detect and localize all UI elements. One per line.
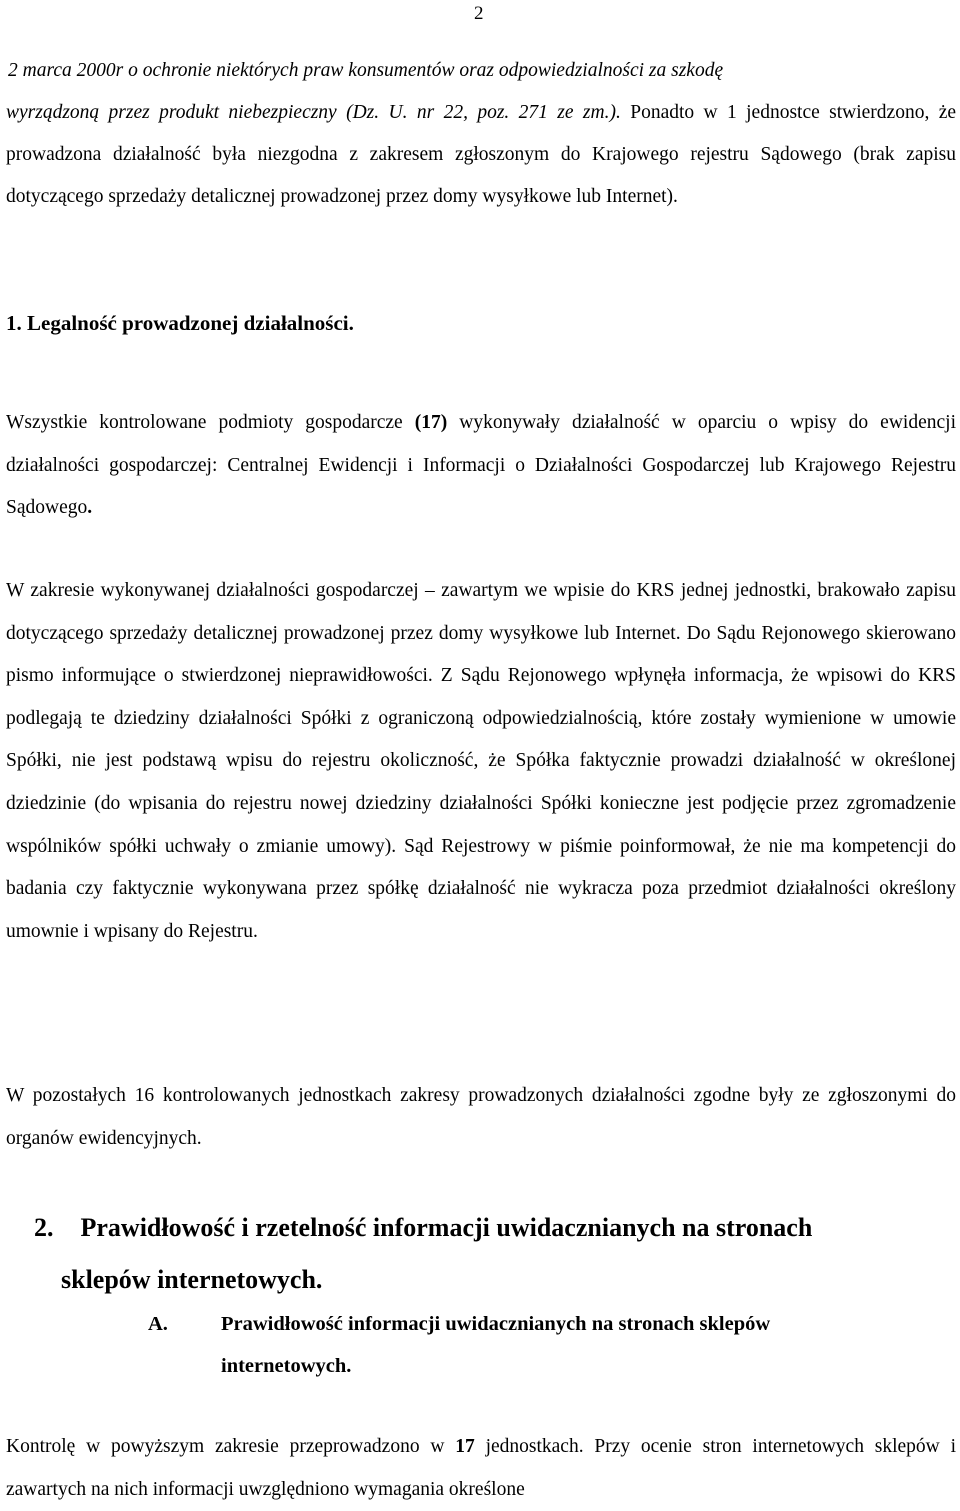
paragraph-4	[6, 1426, 956, 1511]
intro-line-2: wyrządzoną przez produkt niebezpieczny (Dz. U. nr 22, poz. 271 ze zm.).	[6, 102, 621, 123]
section-2-title-line-2: sklepów internetowych.	[61, 1265, 323, 1294]
subsection-a-title-line-2: internetowych.	[221, 1355, 352, 1377]
paragraph-1-count: (17)	[414, 412, 448, 433]
paragraph-3: W pozostałych 16 kontrolowanych jednostkach zakresy prowadzonych działalności zgodne były ze zgłoszonymi do organów ewidencyjnych.	[6, 1085, 956, 1149]
paragraph-2: W zakresie wykonywanej działalności gospodarczej – zawartym we wpisie do KRS jednej jednostki, brakowało zapisu dotyczącego sprzedaży detalicznej prowadzonej przez domy wysyłkowe lub Internet. Do Sądu Rejonowego skierowano pismo informujące o stwierdzonej nieprawidłowości. Z Sądu Rejonowego wpłynęła informacja, że wpisowi do KRS podlegają te dziedziny działalności Spółki z ograniczoną odpowiedzialnością, które zostały wymienione w umowie Spółki, nie jest podstawą wpisu do rejestru okoliczność, że Spółka faktycznie prowadzi działalność w określonej dziedzinie (do wpisania do rejestru nowej dziedziny działalności Spółki konieczne jest podjęcie przez zgromadzenie wspólników spółki uchwały o zmianie umowy). Sąd Rejestrowy w piśmie poinformował, że nie ma kompetencji do badania czy faktycznie wykonywana przez spółkę działalność nie wykracza poza przedmiot działalności określony umownie i wpisany do Rejestru.	[6, 580, 956, 942]
subsection-a-title-line-1: Prawidłowość informacji uwidacznianych na stronach sklepów	[221, 1313, 771, 1335]
paragraph-4-count: 17	[455, 1436, 475, 1457]
paragraph-1-rest: wykonywały działalność w oparciu o wpisy do ewidencji działalności gospodarczej: Centralnej Ewidencji i Informacji o Działalności Gospodarczej lub Krajowego Rejestru Sądowego	[6, 412, 956, 519]
paragraph-1-end: .	[87, 497, 93, 519]
intro-paragraph	[6, 50, 956, 218]
paragraph-4-rest: jednostkach. Przy ocenie stron internetowych sklepów i zawartych na nich informacji uwzględniono wymagania określone	[6, 1436, 956, 1500]
section-1-heading: 1. Legalność prowadzonej działalności.	[6, 311, 354, 335]
section-2-number: 2.	[34, 1213, 54, 1242]
paragraph-1-start: Wszystkie kontrolowane podmioty gospodarcze	[6, 412, 415, 433]
paragraph-4-start: Kontrolę w powyższym zakresie przeprowadzono w	[6, 1436, 456, 1457]
section-2-title-line-1: Prawidłowość i rzetelność informacji uwidacznianych na stronach	[80, 1213, 813, 1242]
subsection-a-letter: A.	[148, 1313, 168, 1335]
paragraph-1	[6, 402, 956, 530]
intro-line-1: 2 marca 2000r o ochronie niektórych praw konsumentów oraz odpowiedzialności za szkodę	[8, 60, 724, 81]
page-number: 2	[474, 3, 484, 24]
subsection-a-heading	[148, 1303, 908, 1387]
section-2-heading	[6, 1202, 906, 1306]
intro-body: Ponadto w 1 jednostce stwierdzono, że prowadzona działalność była niezgodna z zakresem zgłoszonym do Krajowego rejestru Sądowego (brak zapisu dotyczącego sprzedaży detalicznej prowadzonej przez domy wysyłkowe lub Internet).	[6, 102, 957, 207]
